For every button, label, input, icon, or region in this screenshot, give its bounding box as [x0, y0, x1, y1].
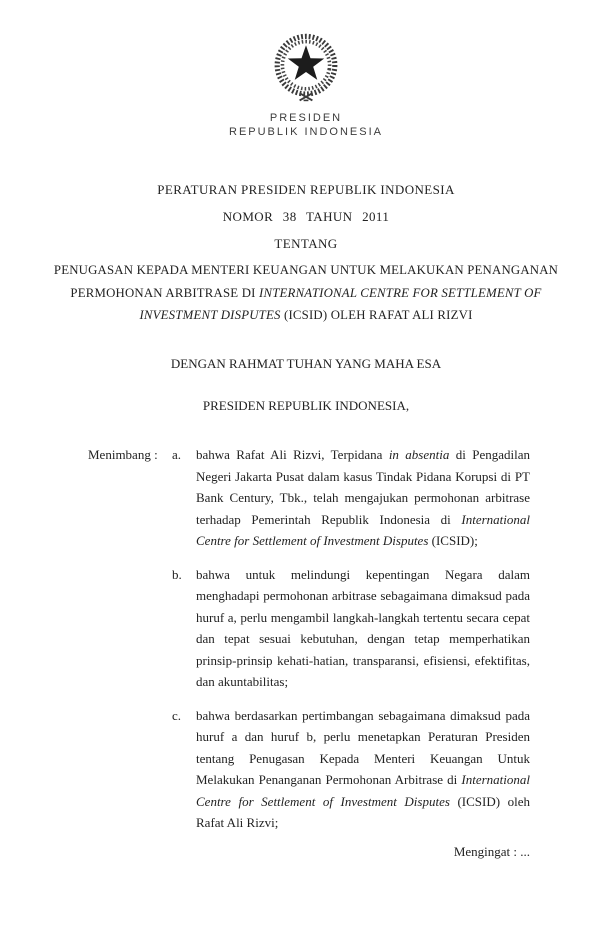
- menimbang-item-a: [172, 444, 530, 552]
- subject-text-normal: PENUGASAN KEPADA MENTERI KEUANGAN UNTUK MELAKUKAN PENANGANAN PERMOHONAN ARBITRASE DI: [53, 263, 559, 300]
- regulation-number: NOMOR 38 TAHUN 2011: [222, 209, 390, 224]
- item-a-seg2-italic: in absentia: [388, 447, 450, 462]
- item-a-seg3: di Pengadilan Negeri Jakarta Pusat dalam kasus Tindak Pidana Korupsi di PT Bank Century, Tbk., telah mengajukan permohonan arbitrase terhadap Pemerintah Republik Indonesia di: [196, 447, 530, 527]
- item-text-c: [196, 705, 530, 834]
- menimbang-item-c: [172, 705, 530, 834]
- subject-text-italic: INTERNATIONAL CENTRE FOR SETTLEMENT OF INVESTMENT DISPUTES: [139, 285, 542, 322]
- item-c-seg1: bahwa berdasarkan pertimbangan sebagaimana dimaksud pada huruf a dan huruf b, perlu menetapkan Peraturan Presiden tentang Penugasan Kepada Menteri Keuangan Untuk Melakukan Penanganan Permohonan Arbitrase di: [196, 707, 530, 787]
- invocation-line: DENGAN RAHMAT TUHAN YANG MAHA ESA: [170, 356, 442, 371]
- menimbang-items: [172, 444, 530, 834]
- catchword-mengingat: Mengingat : ...: [453, 844, 530, 859]
- menimbang-section: [88, 444, 530, 834]
- letterhead: [0, 26, 612, 139]
- menimbang-label: Menimbang :: [88, 447, 158, 462]
- menimbang-item-b: [172, 564, 530, 693]
- letterhead-presiden: PRESIDEN: [269, 112, 343, 124]
- document-type-title: PERATURAN PRESIDEN REPUBLIK INDONESIA: [157, 182, 455, 197]
- item-text-a: [196, 444, 530, 552]
- item-marker-a: a.: [172, 447, 182, 462]
- tentang-heading: TENTANG: [274, 236, 338, 251]
- letterhead-republik-indonesia: REPUBLIK INDONESIA: [229, 126, 383, 138]
- authority-line: PRESIDEN REPUBLIK INDONESIA,: [202, 398, 410, 413]
- item-b-seg1: bahwa untuk melindungi kepentingan Negara dalam menghadapi permohonan arbitrase sebagaimana dimaksud pada huruf a, perlu mengambil langkah-langkah tertentu secara cepat dan tepat sesuai kebutuhan, dengan tetap memperhatikan prinsip-prinsip kehati-hatian, transparansi, efisiensi, efektifitas, dan akuntabilitas;: [196, 566, 530, 689]
- item-text-b: [196, 564, 530, 693]
- presidential-seal-icon: [265, 26, 347, 106]
- item-a-seg1: bahwa Rafat Ali Rizvi, Terpidana: [196, 447, 389, 462]
- subject-text-normal-2: (ICSID) OLEH RAFAT ALI RIZVI: [280, 308, 473, 322]
- regulation-subject: [36, 259, 576, 327]
- item-a-seg4-italic: International Centre for Settlement of Investment Disputes: [196, 511, 530, 548]
- item-marker-b: b.: [172, 566, 182, 582]
- item-a-seg5: (ICSID);: [428, 533, 478, 548]
- item-c-seg3: (ICSID) oleh Rafat Ali Rizvi;: [196, 793, 530, 830]
- item-c-seg2-italic: International Centre for Settlement of Investment Disputes: [196, 772, 530, 809]
- item-marker-c: c.: [172, 707, 182, 723]
